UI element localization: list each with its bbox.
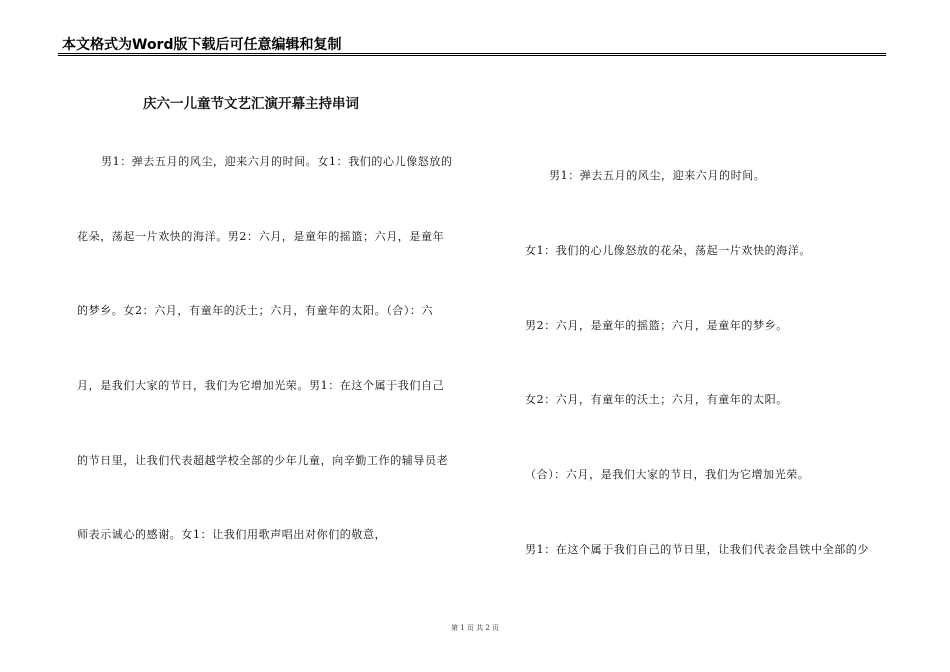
left-line-3: 的梦乡。女2：六月，有童年的沃土；六月，有童年的太阳。（合）：六: [77, 304, 434, 317]
left-line-4: 月，是我们大家的节日，我们为它增加光荣。男1：在这个属于我们自己: [77, 379, 445, 392]
right-line-4: 女2：六月，有童年的沃土；六月，有童年的太阳。: [525, 393, 788, 406]
right-line-6: 男1：在这个属于我们自己的节日里，让我们代表金昌铁中全部的少: [525, 543, 869, 556]
right-line-3: 男2：六月，是童年的摇篮；六月，是童年的梦乡。: [525, 319, 788, 332]
right-line-1: 男1：弹去五月的风尘，迎来六月的时间。: [549, 169, 766, 182]
header-rule: [58, 53, 886, 54]
header-title: 本文格式为Word版下载后可任意编辑和复制: [62, 37, 342, 53]
left-line-1: 男1：弹去五月的风尘，迎来六月的时间。女1：我们的心儿像怒放的: [101, 155, 453, 168]
document-title: 庆六一儿童节文艺汇演开幕主持串词: [143, 96, 359, 112]
right-line-5: （合）：六月，是我们大家的节日，我们为它增加光荣。: [525, 468, 810, 481]
header-rule-secondary: [58, 55, 886, 56]
left-line-5: 的节日里，让我们代表超越学校全部的少年儿童，向辛勤工作的辅导员老: [77, 454, 449, 467]
left-line-6: 师表示诚心的感谢。女1：让我们用歌声唱出对你们的敬意，: [77, 528, 387, 541]
page-footer: 第 1 页 共 2 页: [450, 624, 500, 632]
right-line-2: 女1：我们的心儿像怒放的花朵，荡起一片欢快的海洋。: [525, 244, 811, 257]
left-line-2: 花朵，荡起一片欢快的海洋。男2：六月，是童年的摇篮；六月，是童年: [77, 230, 445, 243]
